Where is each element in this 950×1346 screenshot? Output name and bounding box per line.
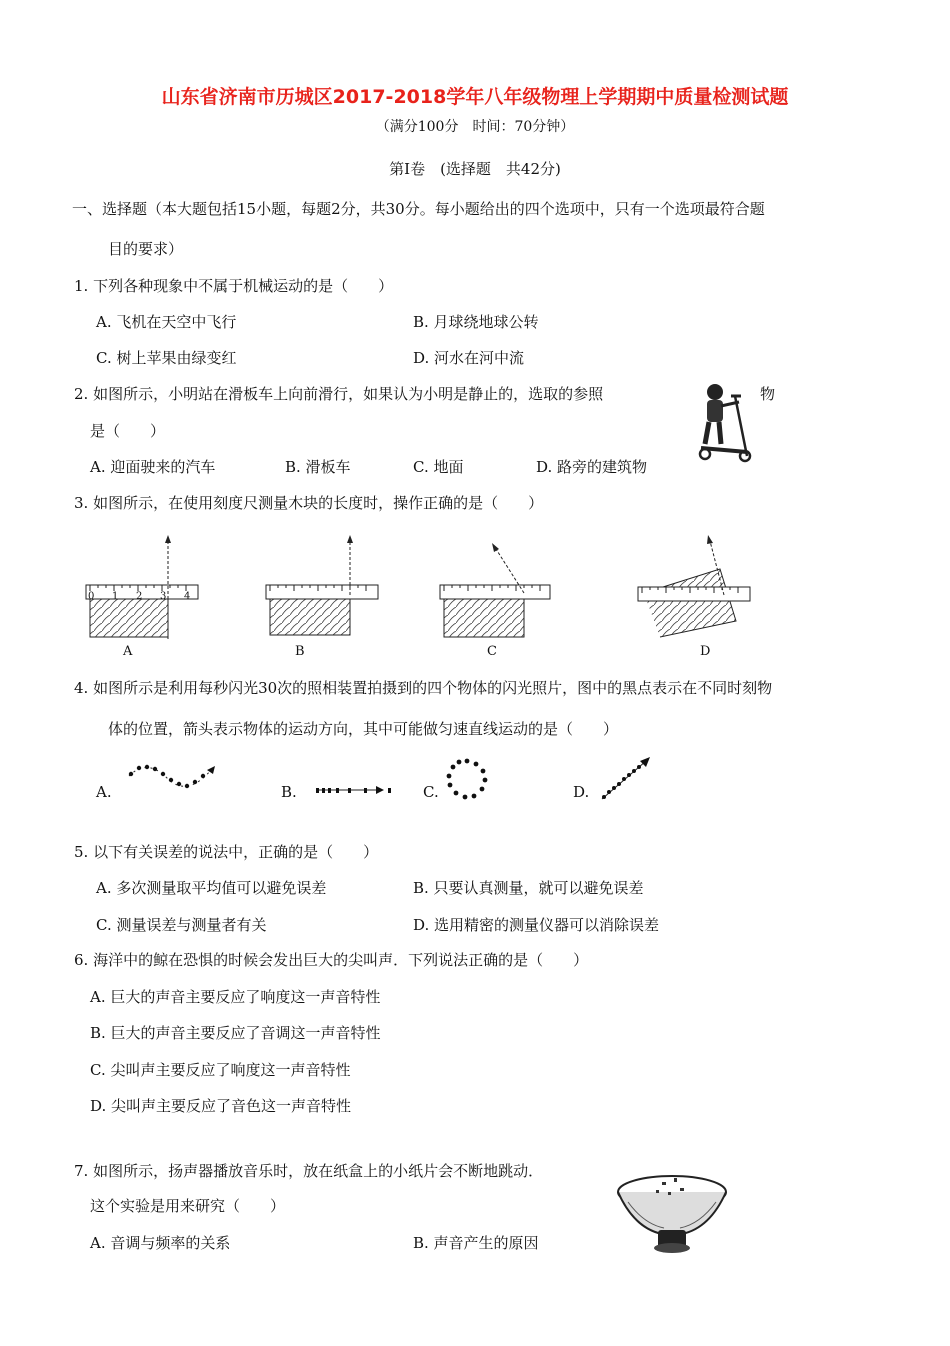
q5-option-d: D. 选用精密的测量仪器可以消除误差 xyxy=(413,916,660,934)
ruler-tick-0: 0 xyxy=(88,591,95,602)
part-heading: 第Ⅰ卷 (选择题 共42分) xyxy=(389,160,561,178)
q2-option-d: D. 路旁的建筑物 xyxy=(536,458,648,476)
exam-subtitle: （满分100分 时间：70分钟） xyxy=(375,119,575,135)
dot-path-circle xyxy=(445,757,489,801)
q4-option-c: C. xyxy=(423,783,439,801)
q2-stem-cont: 是（ ） xyxy=(90,422,166,440)
q3-stem: 3. 如图所示，在使用刻度尺测量木块的长度时，操作正确的是（ ） xyxy=(74,494,544,512)
q6-stem: 6. 海洋中的鲸在恐惧的时候会发出巨大的尖叫声．下列说法正确的是（ ） xyxy=(74,951,589,969)
q7-option-b: B. 声音产生的原因 xyxy=(413,1234,539,1252)
ruler-figure-b xyxy=(266,535,386,645)
q6-option-c: C. 尖叫声主要反应了响度这一声音特性 xyxy=(90,1061,351,1079)
ruler-tick-2: 2 xyxy=(136,591,143,602)
q4-option-b: B. xyxy=(281,783,297,801)
q7-option-a: A. 音调与频率的关系 xyxy=(90,1234,231,1252)
q5-option-c: C. 测量误差与测量者有关 xyxy=(96,916,267,934)
ruler-figure-c xyxy=(440,535,560,645)
q1-option-c: C. 树上苹果由绿变红 xyxy=(96,349,237,367)
ruler-tick-1: 1 xyxy=(112,591,119,602)
q6-option-b: B. 巨大的声音主要反应了音调这一声音特性 xyxy=(90,1024,381,1042)
q2-stem-end: 物 xyxy=(760,385,776,403)
q5-option-a: A. 多次测量取平均值可以避免误差 xyxy=(96,879,327,897)
q1-option-a: A. 飞机在天空中飞行 xyxy=(96,313,237,331)
q4-option-d: D. xyxy=(573,783,590,801)
q7-stem-cont: 这个实验是用来研究（ ） xyxy=(90,1197,286,1215)
q3-label-a: A xyxy=(123,644,133,659)
q1-option-b: B. 月球绕地球公转 xyxy=(413,313,539,331)
q7-stem: 7. 如图所示，扬声器播放音乐时，放在纸盒上的小纸片会不断地跳动． xyxy=(74,1162,544,1180)
q2-option-b: B. 滑板车 xyxy=(285,458,351,476)
ruler-tick-4: 4 xyxy=(184,591,191,602)
ruler-figure-d xyxy=(638,535,758,645)
section-instruction-cont: 目的要求） xyxy=(108,240,184,258)
q3-label-c: C xyxy=(487,644,497,659)
dot-path-wave xyxy=(125,760,221,800)
q6-option-a: A. 巨大的声音主要反应了响度这一声音特性 xyxy=(90,988,381,1006)
q2-stem: 2. 如图所示，小明站在滑板车上向前滑行，如果认为小明是静止的，选取的参照 xyxy=(74,385,604,403)
q4-stem-cont: 体的位置，箭头表示物体的运动方向，其中可能做匀速直线运动的是（ ） xyxy=(108,720,619,738)
section-instruction: 一、选择题（本大题包括15小题，每题2分，共30分。每小题给出的四个选项中，只有一个选项最符合题 xyxy=(72,200,765,218)
exam-title: 山东省济南市历城区2017-2018学年八年级物理上学期期中质量检测试题 xyxy=(161,86,789,108)
q1-option-d: D. 河水在河中流 xyxy=(413,349,525,367)
q4-option-a: A. xyxy=(96,783,112,801)
q5-stem: 5. 以下有关误差的说法中，正确的是（ ） xyxy=(74,843,379,861)
q2-option-a: A. 迎面驶来的汽车 xyxy=(90,458,216,476)
dot-path-line xyxy=(312,780,396,800)
q5-option-b: B. 只要认真测量，就可以避免误差 xyxy=(413,879,644,897)
q6-option-d: D. 尖叫声主要反应了音色这一声音特性 xyxy=(90,1097,352,1115)
dot-path-diagonal xyxy=(598,755,654,805)
speaker-figure xyxy=(614,1168,730,1258)
scooter-figure xyxy=(695,380,755,462)
q4-stem: 4. 如图所示是利用每秒闪光30次的照相装置拍摄到的四个物体的闪光照片，图中的黑点表示在不同时刻物 xyxy=(74,679,773,697)
q3-label-b: B xyxy=(295,644,305,659)
q2-option-c: C. 地面 xyxy=(413,458,464,476)
q3-label-d: D xyxy=(700,644,711,659)
q1-stem: 1. 下列各种现象中不属于机械运动的是（ ） xyxy=(74,277,394,295)
ruler-tick-3: 3 xyxy=(160,591,167,602)
